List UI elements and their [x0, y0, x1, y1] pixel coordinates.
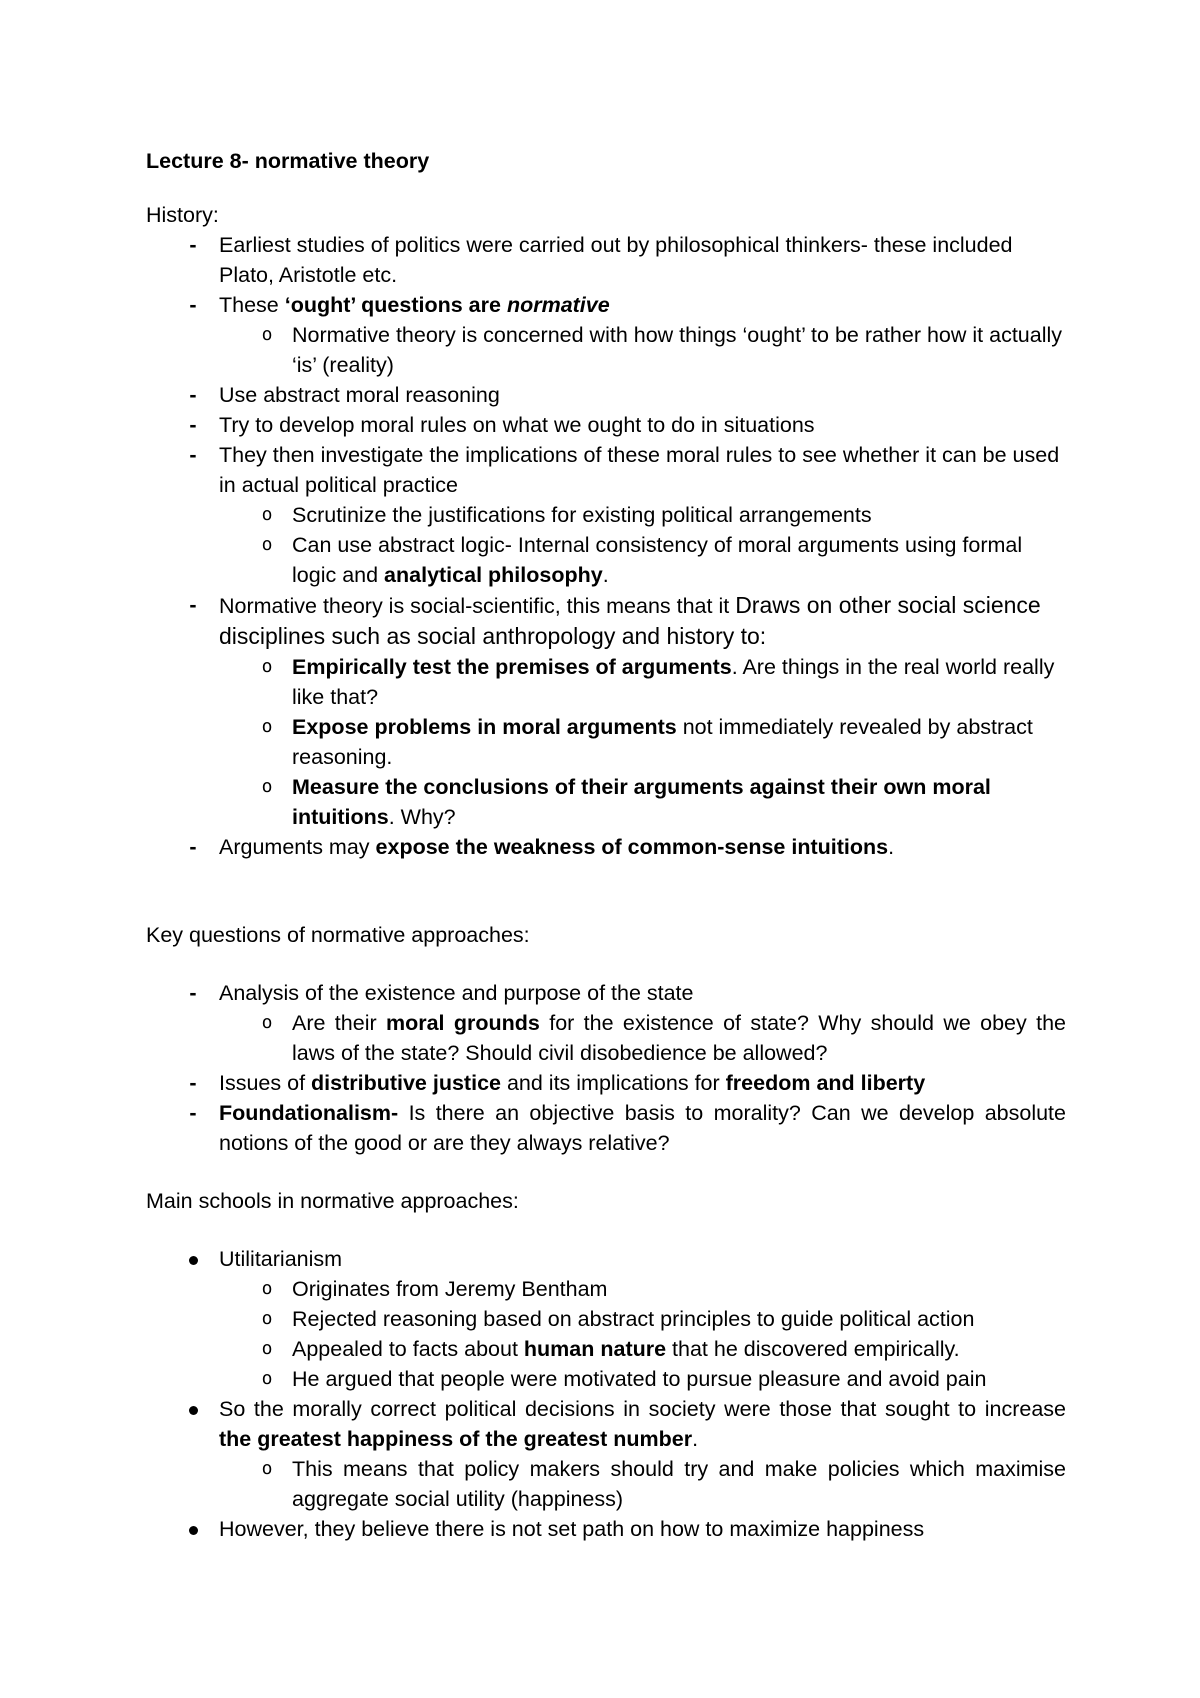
list-item: So the morally correct political decisions in society were those that sought to increase the greatest happiness of the greatest number. o This means that policy makers should try and make policies which maximise aggregate social utility (happiness)	[146, 1394, 1066, 1514]
document-body	[146, 146, 1066, 1544]
sub-list	[219, 500, 1066, 590]
list-item: - They then investigate the implications of these moral rules to see whether it can be used in actual political practice o Scrutinize the justifications for existing political arrangements o Can use abstract logic- Internal consistency of moral arguments using formal logic and analytical philosophy.	[146, 440, 1066, 590]
sub-list-item: o Are their moral grounds for the existence of state? Why should we obey the laws of the state? Should civil disobedience be allowed?	[146, 1008, 1066, 1068]
sub-list-item: o Scrutinize the justifications for existing political arrangements	[146, 500, 1066, 530]
sub-list-item: o He argued that people were motivated to pursue pleasure and avoid pain	[146, 1364, 1066, 1394]
sub-list-item: o Normative theory is concerned with how things ‘ought’ to be rather how it actually ‘is’ (reality)	[146, 320, 1066, 380]
circle-marker: o	[261, 1278, 273, 1299]
circle-marker: o	[261, 656, 273, 677]
dash-marker: -	[189, 383, 197, 407]
dash-marker: -	[189, 593, 197, 617]
circle-marker: o	[261, 324, 273, 345]
dash-marker: -	[189, 233, 197, 257]
sub-list	[219, 1274, 1066, 1394]
list-item: - These ‘ought’ questions are normative o Normative theory is concerned with how things ‘ought’ to be rather how it actually ‘is’ (reality)	[146, 290, 1066, 380]
sub-list-item: o Appealed to facts about human nature that he discovered empirically.	[146, 1334, 1066, 1364]
sub-list-item: o Measure the conclusions of their arguments against their own moral intuitions. Why?	[146, 772, 1066, 832]
bullet-icon	[183, 1244, 203, 1274]
spacer	[146, 1216, 1066, 1244]
spacer	[146, 862, 1066, 920]
sub-list-item: o Originates from Jeremy Bentham	[146, 1274, 1066, 1304]
circle-marker: o	[261, 1368, 273, 1389]
list-item: - Try to develop moral rules on what we ought to do in situations	[146, 410, 1066, 440]
sub-list	[219, 320, 1066, 380]
sub-list	[219, 1454, 1066, 1514]
dash-marker: -	[189, 413, 197, 437]
bullet-icon	[183, 1514, 203, 1544]
spacer	[146, 950, 1066, 978]
circle-marker: o	[261, 534, 273, 555]
circle-marker: o	[261, 1338, 273, 1359]
dash-marker: -	[189, 1101, 197, 1125]
dash-marker: -	[189, 981, 197, 1005]
sub-list-item: o Empirically test the premises of arguments. Are things in the real world really like that?	[146, 652, 1066, 712]
key-questions-list	[146, 978, 1066, 1158]
dash-marker: -	[189, 1071, 197, 1095]
list-item: However, they believe there is not set path on how to maximize happiness	[146, 1514, 1066, 1544]
dash-marker: -	[189, 293, 197, 317]
bullet-icon	[183, 1394, 203, 1424]
list-item: - Normative theory is social-scientific, this means that it Draws on other social science disciplines such as social anthropology and history to: o Empirically test the premises of arguments. Are things in the real world really like that? o Expose problems in moral arguments not immediately revealed by abstract reasoning. o Measure the conclusions of their arguments against their own moral intuitions. Why?	[146, 590, 1066, 832]
dash-marker: -	[189, 443, 197, 467]
sub-list-item: o Can use abstract logic- Internal consistency of moral arguments using formal logic and analytical philosophy.	[146, 530, 1066, 590]
spacer	[146, 1158, 1066, 1186]
history-heading: History:	[146, 203, 219, 227]
sub-list	[219, 652, 1066, 832]
history-list	[146, 230, 1066, 862]
circle-marker: o	[261, 716, 273, 737]
list-item: - Foundationalism- Is there an objective basis to morality? Can we develop absolute notions of the good or are they always relative?	[146, 1098, 1066, 1158]
key-questions-heading: Key questions of normative approaches:	[146, 923, 530, 947]
list-item: - Issues of distributive justice and its implications for freedom and liberty	[146, 1068, 1066, 1098]
dash-marker: -	[189, 835, 197, 859]
list-item: - Analysis of the existence and purpose of the state o Are their moral grounds for the existence of state? Why should we obey the laws of the state? Should civil disobedience be allowed?	[146, 978, 1066, 1068]
sub-list-item: o This means that policy makers should try and make policies which maximise aggregate social utility (happiness)	[146, 1454, 1066, 1514]
sub-list-item: o Rejected reasoning based on abstract principles to guide political action	[146, 1304, 1066, 1334]
document-title: Lecture 8- normative theory	[146, 149, 430, 173]
circle-marker: o	[261, 1012, 273, 1033]
circle-marker: o	[261, 1308, 273, 1329]
list-item: - Use abstract moral reasoning	[146, 380, 1066, 410]
circle-marker: o	[261, 1458, 273, 1479]
sub-list	[219, 1008, 1066, 1068]
sub-list-item: o Expose problems in moral arguments not immediately revealed by abstract reasoning.	[146, 712, 1066, 772]
main-schools-heading: Main schools in normative approaches:	[146, 1189, 519, 1213]
circle-marker: o	[261, 504, 273, 525]
main-schools-list	[146, 1244, 1066, 1544]
list-item: Utilitarianism o Originates from Jeremy Bentham o Rejected reasoning based on abstract principles to guide political action o Appealed to facts about human nature that he discovered empirically. o He argued that people were motivated to pursue pleasure and avoid pain	[146, 1244, 1066, 1394]
list-item: - Earliest studies of politics were carried out by philosophical thinkers- these included Plato, Aristotle etc.	[146, 230, 1066, 290]
list-item: - Arguments may expose the weakness of common-sense intuitions.	[146, 832, 1066, 862]
circle-marker: o	[261, 776, 273, 797]
